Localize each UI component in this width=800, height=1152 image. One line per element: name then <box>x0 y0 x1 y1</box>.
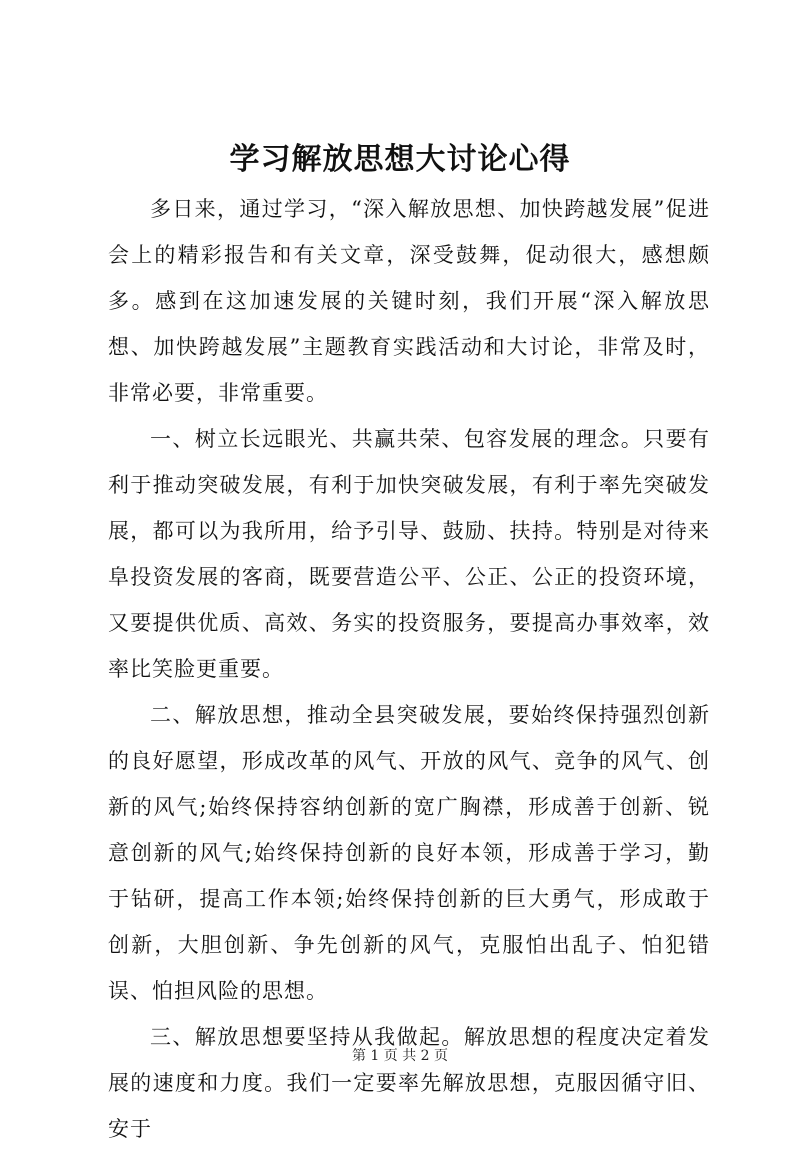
document-body <box>108 186 710 1152</box>
page-number-footer: 第 1 页 共 2 页 <box>351 1048 449 1064</box>
paragraph-point-three: 三、解放思想要坚持从我做起。解放思想的程度决定着发展的速度和力度。我们一定要率先解放思想，克服因循守旧、安于 <box>108 1025 710 1141</box>
paragraph-point-one: 一、树立长远眼光、共赢共荣、包容发展的理念。只要有利于推动突破发展，有利于加快突破发展，有利于率先突破发展，都可以为我所用，给予引导、鼓励、扶持。特别是对待来阜投资发展的客商，既要营造公平、公正、公正的投资环境，又要提供优质、高效、务实的投资服务，要提高办事效率，效率比笑脸更重要。 <box>108 427 710 681</box>
paragraph-intro: 多日来，通过学习，“深入解放思想、加快跨越发展”促进会上的精彩报告和有关文章，深受鼓舞，促动很大，感想颇多。感到在这加速发展的关键时刻，我们开展“深入解放思想、加快跨越发展”主题教育实践活动和大讨论，非常及时，非常必要，非常重要。 <box>108 197 710 405</box>
document-title: 学习解放思想大讨论心得 <box>229 142 571 177</box>
paragraph-point-two: 二、解放思想，推动全县突破发展，要始终保持强烈创新的良好愿望，形成改革的风气、开放的风气、竞争的风气、创新的风气;始终保持容纳创新的宽广胸襟，形成善于创新、锐意创新的风气;始终保持创新的良好本领，形成善于学习，勤于钻研，提高工作本领;始终保持创新的巨大勇气，形成敢于创新，大胆创新、争先创新的风气，克服怕出乱子、怕犯错误、怕担风险的思想。 <box>108 703 710 1003</box>
